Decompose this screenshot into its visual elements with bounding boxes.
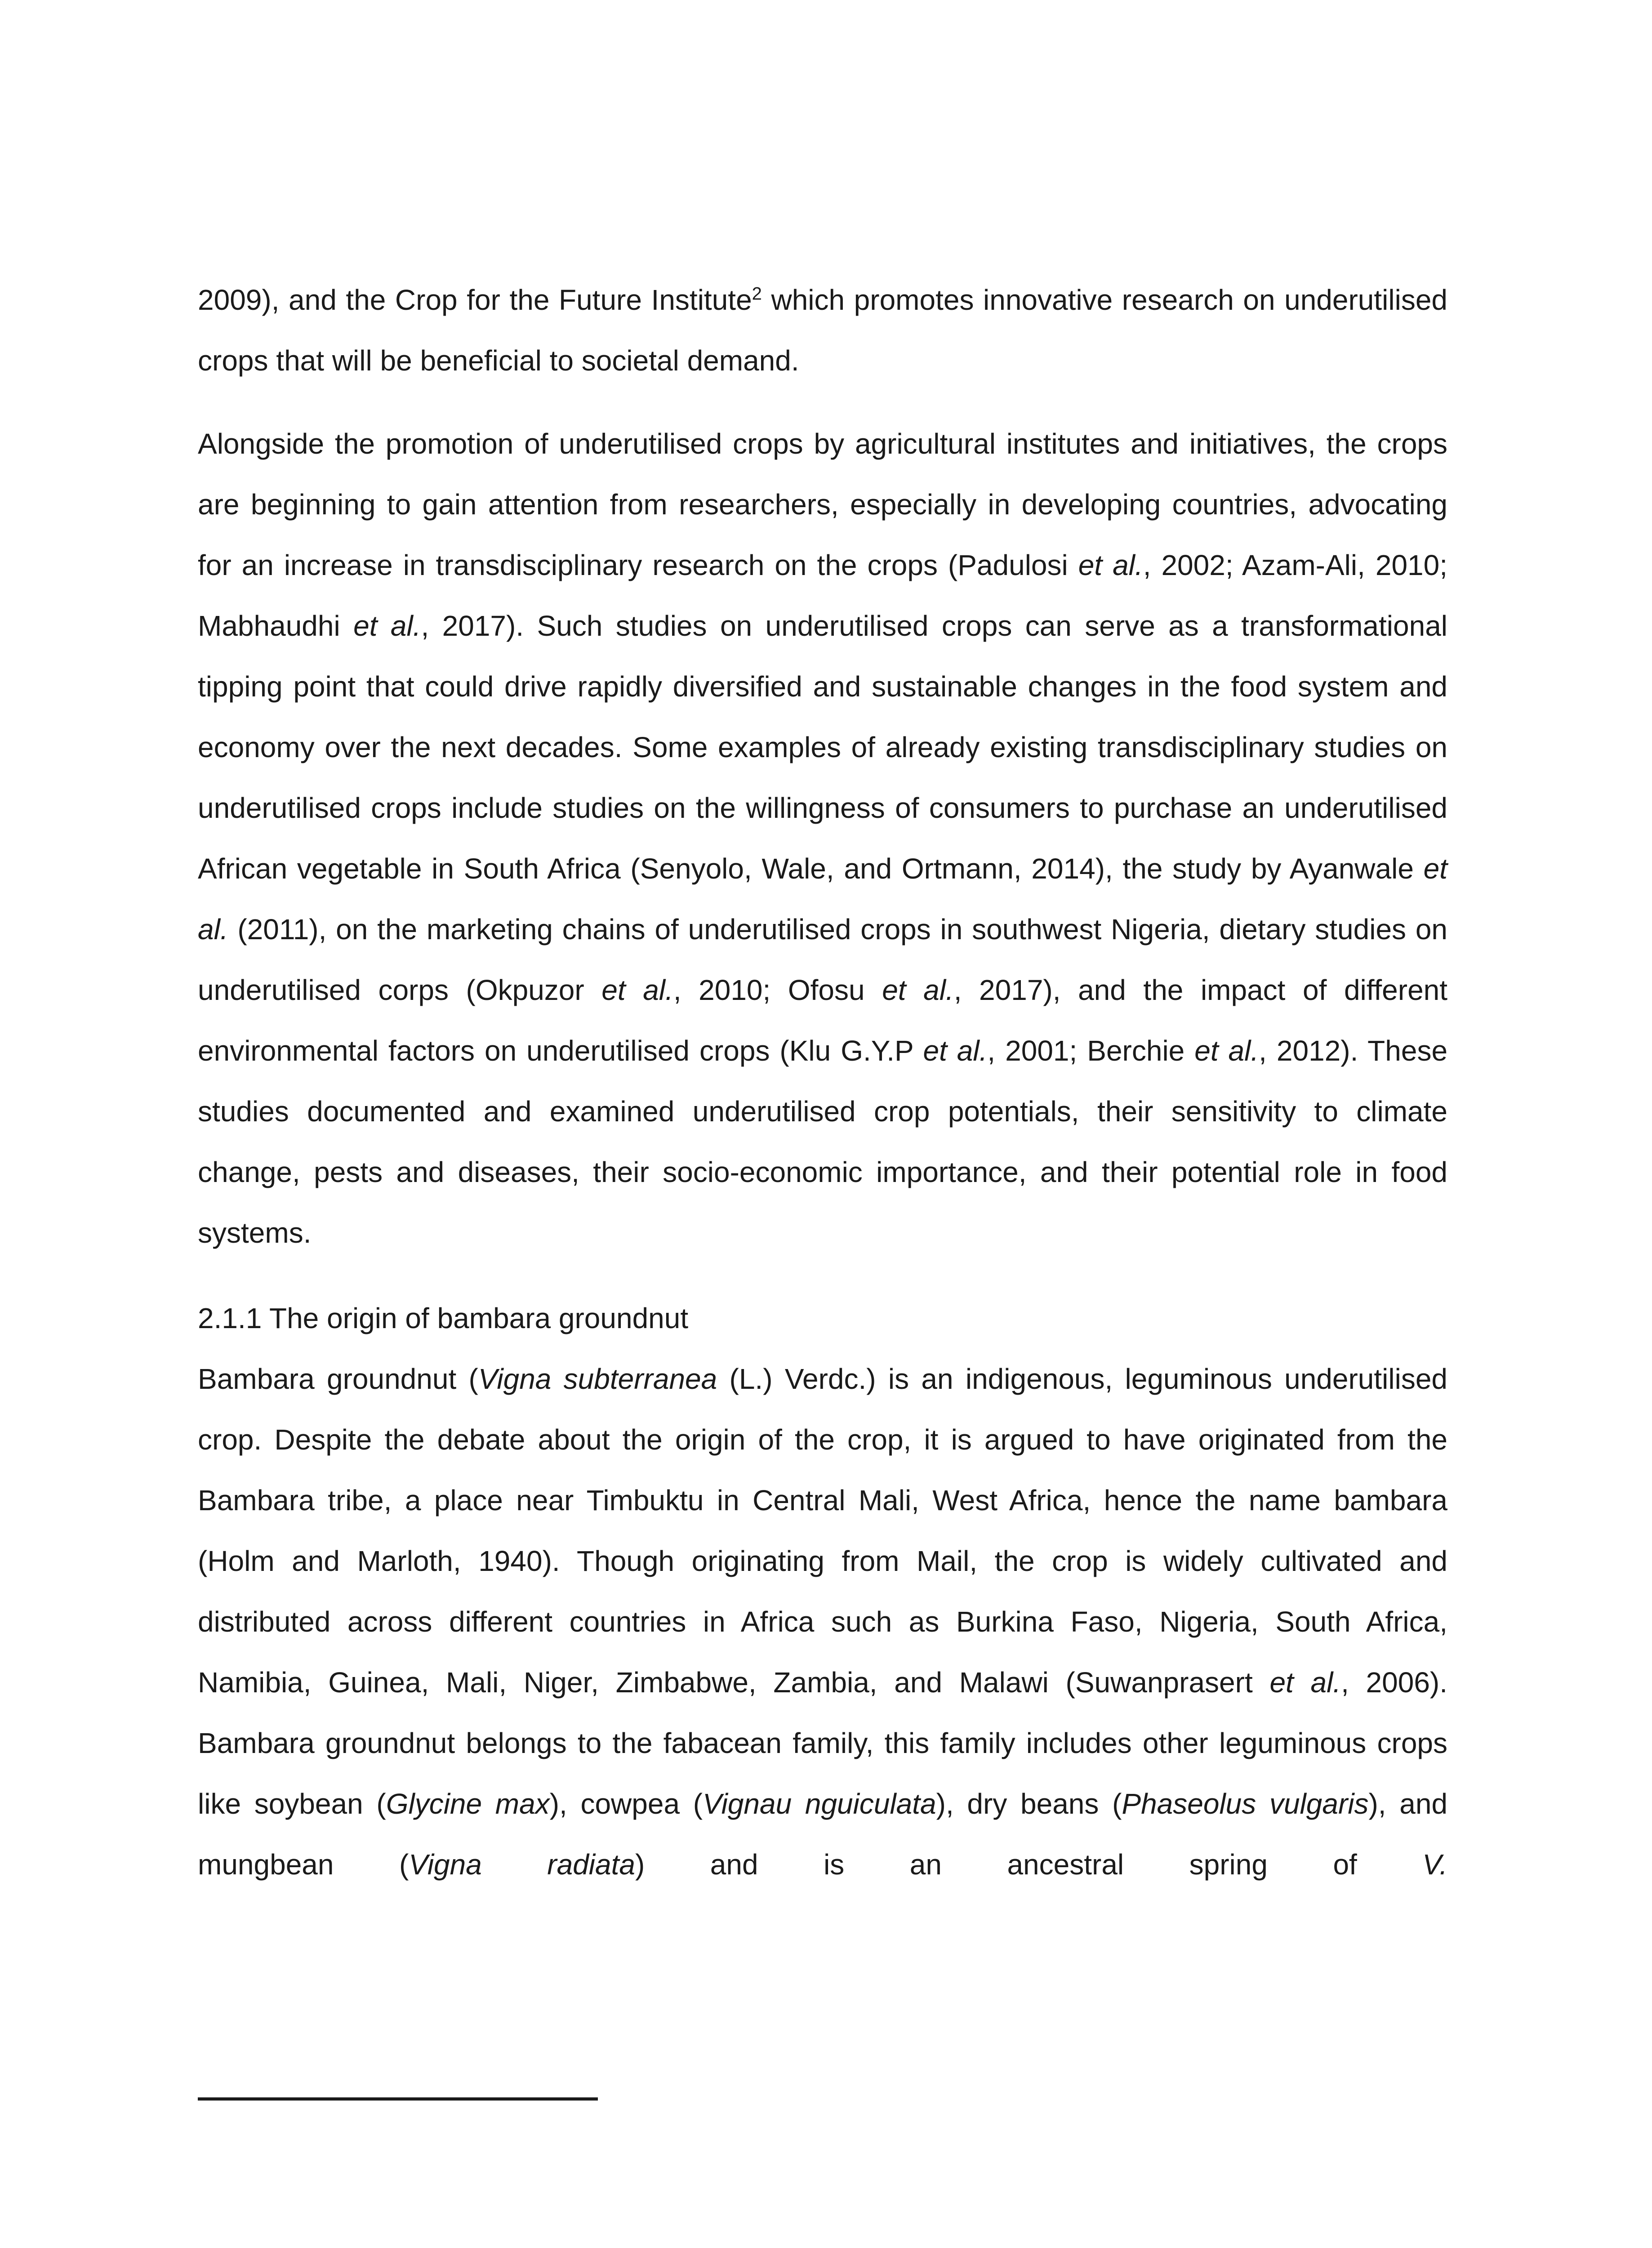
paragraph-text: Bambara groundnut ( [198,1363,478,1395]
italic-text: et al. [601,974,673,1006]
paragraph-text: , 2017). Such studies on underutilised crops can serve as a transformational tipping point that could drive rapidly diversified and sustainable changes in the food system and economy over the next decades. Some examples of already existing transdisciplinary studies on underutilised crops include studies on the willingness of consumers to purchase an underutilised African vegetable in South Africa (Senyolo, Wale, and Ortmann, 2014), the study by Ayanwale [198,610,1448,885]
italic-text: et al. [353,610,421,642]
footnote-separator [198,2097,598,2101]
italic-text: et al. [1269,1666,1341,1699]
italic-text: et al. [1194,1035,1259,1067]
paragraph-text: , 2001; Berchie [987,1035,1195,1067]
paragraph-text: ), and mungbean ( [198,1788,1448,1881]
paragraph-text: , 2010; Ofosu [673,974,882,1006]
italic-text: et al. [923,1035,988,1067]
paragraph-text: which promotes innovative research on underutilised crops that will be beneficial to societal demand. [198,284,1448,377]
paragraph-text: (2011), on the marketing chains of underutilised crops in southwest Nigeria, dietary studies on underutilised corps (Okpuzor [198,913,1447,1006]
paragraph-3 [198,1349,1447,1895]
section-block [198,1288,1447,1895]
paragraph-text: , 2002; Azam-Ali, 2010; Mabhaudhi [198,549,1448,642]
paragraph-text: ) and is an ancestral spring of [635,1848,1423,1881]
paragraph-text: , 2017), and the impact of different environmental factors on underutilised crops (Klu G.Y.P [198,974,1448,1067]
italic-text: V. [1422,1848,1448,1881]
paragraph-text: ), cowpea ( [549,1788,703,1820]
italic-text: Glycine max [386,1788,550,1820]
italic-text: Vigna radiata [409,1848,635,1881]
paragraph-text: ), dry beans ( [936,1788,1122,1820]
italic-text: Phaseolus vulgaris [1122,1788,1369,1820]
paragraph-1 [198,270,1447,391]
paragraph-text: 2009), and the Crop for the Future Institute [198,284,752,316]
italic-text: et al. [882,974,954,1006]
italic-text: Vignau nguiculata [703,1788,936,1820]
body-paragraph-block [198,414,1447,1263]
footnote-reference[interactable]: 2 [752,284,762,304]
section-heading: 2.1.1 The origin of bambara groundnut [198,1302,689,1334]
paragraph-text: Alongside the promotion of underutilised crops by agricultural institutes and initiatives, the crops are beginning to gain attention from researchers, especially in developing countries, advocating for an increase in transdisciplinary research on the crops (Padulosi [198,428,1447,581]
italic-text: Vigna subterranea [478,1363,717,1395]
paragraph-2 [198,414,1447,1263]
italic-text: et al. [198,852,1447,946]
paragraph-text: , 2012). These studies documented and examined underutilised crop potentials, their sensitivity to climate change, pests and diseases, their socio-economic importance, and their potential role in food systems. [198,1035,1448,1249]
paragraph-continuation [198,270,1447,391]
italic-text: et al. [1078,549,1143,581]
paragraph-text: (L.) Verdc.) is an indigenous, leguminous underutilised crop. Despite the debate about the origin of the crop, it is argued to have originated from the Bambara tribe, a place near Timbuktu in Central Mali, West Africa, hence the name bambara (Holm and Marloth, 1940). Though originating from Mail, the crop is widely cultivated and distributed across different countries in Africa such as Burkina Faso, Nigeria, South Africa, Namibia, Guinea, Mali, Niger, Zimbabwe, Zambia, and Malawi (Suwanprasert [198,1363,1448,1699]
paragraph-text: , 2006). Bambara groundnut belongs to the fabacean family, this family includes other leguminous crops like soybean ( [198,1666,1448,1820]
